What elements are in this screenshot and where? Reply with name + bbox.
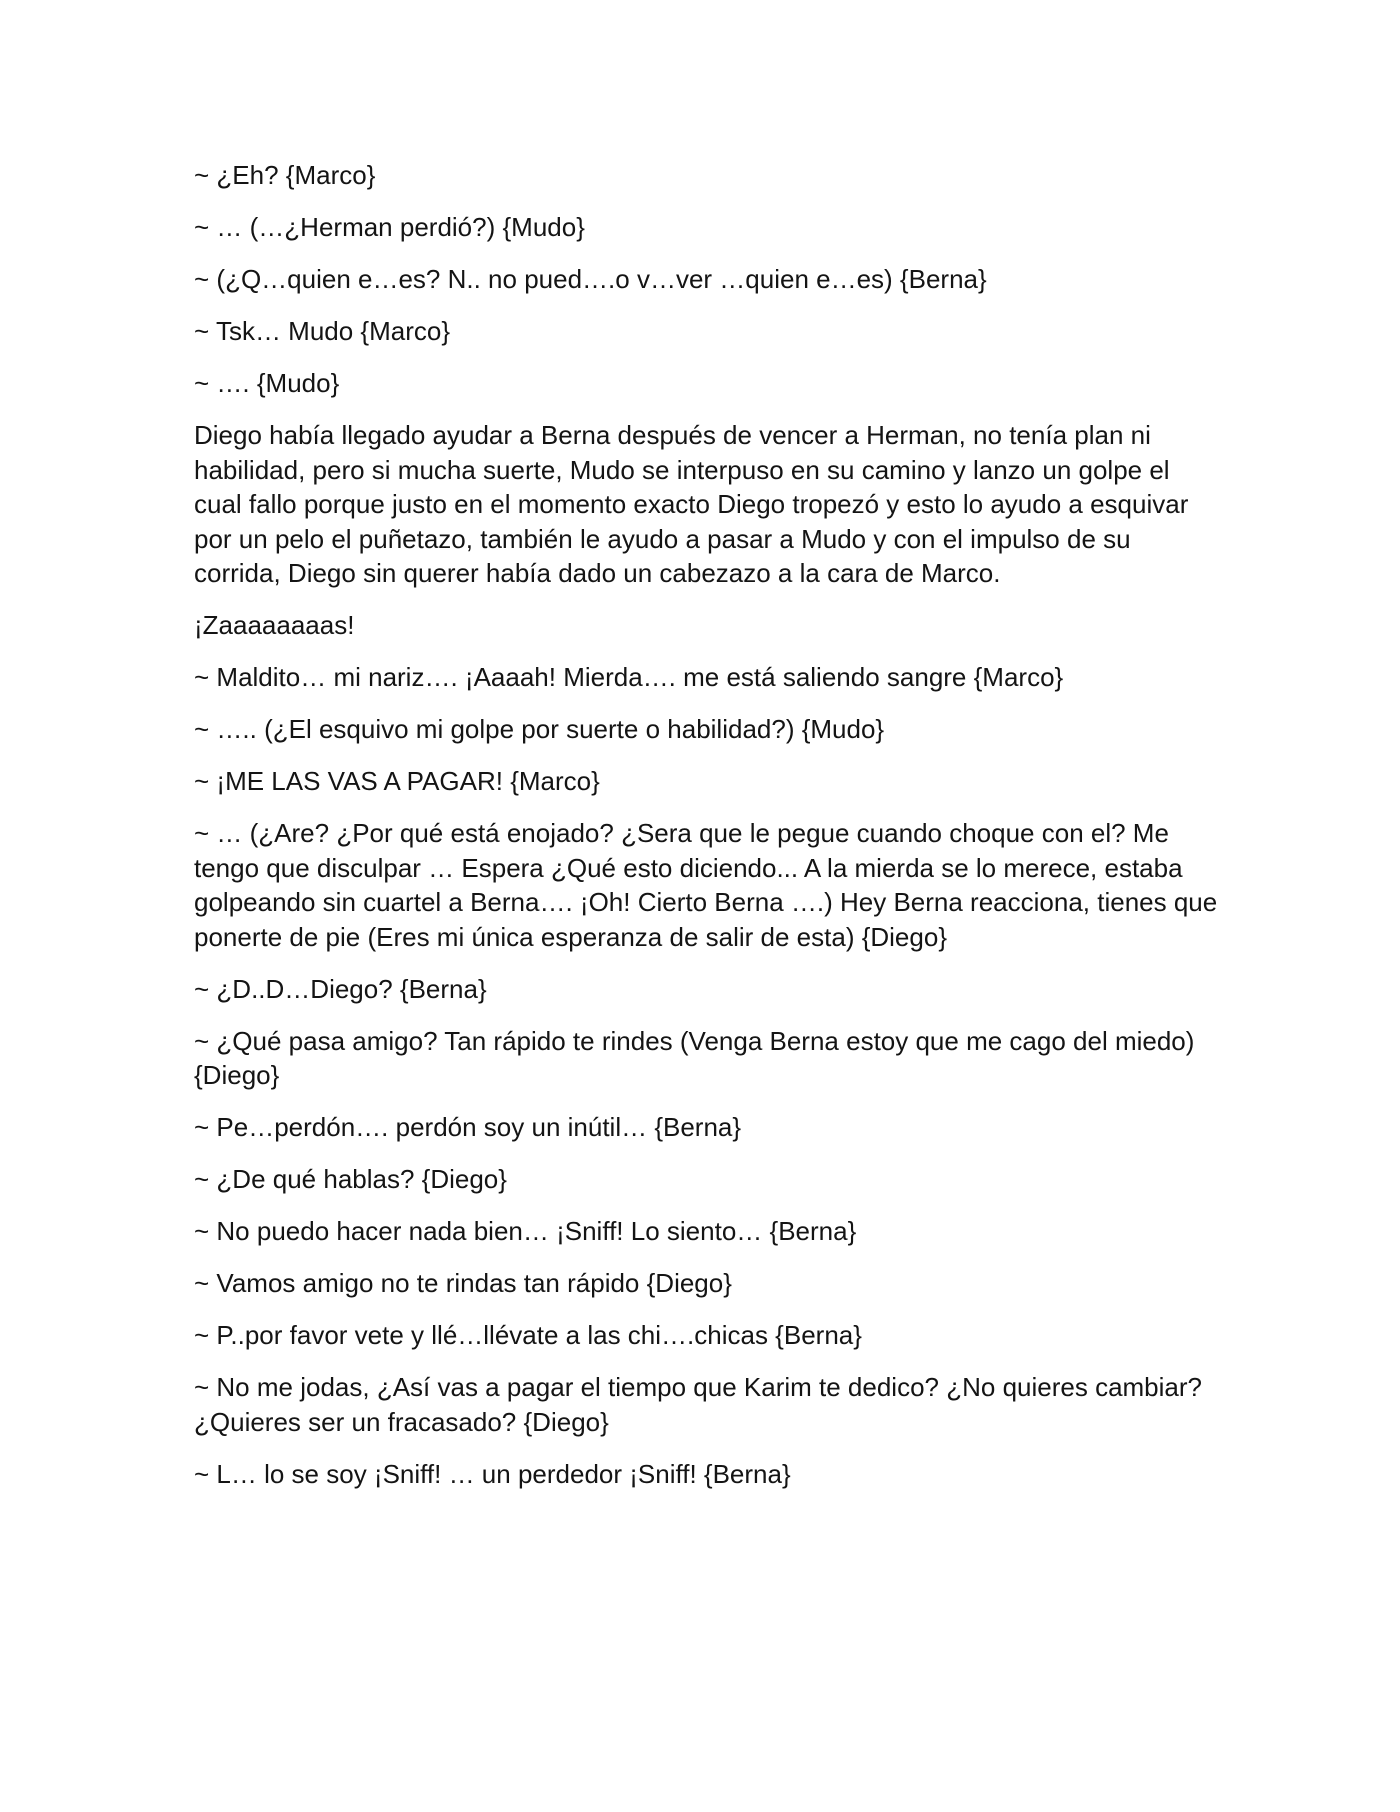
sound-effect-line: ¡Zaaaaaaaas! [194,610,355,640]
dialogue-line: ~ … (…¿Herman perdió?) {Mudo} [194,212,585,242]
dialogue-line: ~ P..por favor vete y llé…llévate a las chi….chicas {Berna} [194,1320,862,1350]
dialogue-line: ~ Tsk… Mudo {Marco} [194,316,451,346]
dialogue-line: ~ No puedo hacer nada bien… ¡Sniff! Lo siento… {Berna} [194,1216,857,1246]
dialogue-line: ~ L… lo se soy ¡Sniff! … un perdedor ¡Sniff! {Berna} [194,1458,791,1489]
dialogue-line: ~ … (¿Are? ¿Por qué está enojado? ¿Sera que le pegue cuando choque con el? Me tengo que disculpar … Espera ¿Qué esto diciendo... A la mierda se lo merece, estaba golpeando sin cuartel a Berna…. ¡Oh! Cierto Berna ….) Hey Berna reacciona, tienes que ponerte de pie (Eres mi única esperanza de salir de esta) {Diego} [194,818,1218,952]
dialogue-line: ~ ¿Eh? {Marco} [194,160,376,190]
dialogue-line: ~ Pe…perdón…. perdón soy un inútil… {Berna} [194,1112,742,1142]
dialogue-line: ~ ¿D..D…Diego? {Berna} [194,973,487,1004]
document-page [194,158,1224,1509]
narration-paragraph: Diego había llegado ayudar a Berna después de vencer a Herman, no tenía plan ni habilidad, pero si mucha suerte, Mudo se interpuso en su camino y lanzo un golpe el cual fallo porque justo en el momento exacto Diego tropezó y esto lo ayudo a esquivar por un pelo el puñetazo, también le ayudo a pasar a Mudo y con el impulso de su corrida, Diego sin querer había dado un cabezazo a la cara de Marco. [194,420,1189,588]
dialogue-line: ~ ….. (¿El esquivo mi golpe por suerte o habilidad?) {Mudo} [194,714,885,744]
dialogue-line: ~ Maldito… mi nariz…. ¡Aaaah! Mierda…. me está saliendo sangre {Marco} [194,662,1064,692]
dialogue-line: ~ (¿Q…quien e…es? N.. no pued….o v…ver …quien e…es) {Berna} [194,264,987,294]
dialogue-line: ~ No me jodas, ¿Así vas a pagar el tiempo que Karim te dedico? ¿No quieres cambiar? ¿Quieres ser un fracasado? {Diego} [194,1372,1202,1437]
dialogue-line: ~ ¿Qué pasa amigo? Tan rápido te rindes (Venga Berna estoy que me cago del miedo) {Diego} [194,1025,1195,1090]
dialogue-line: ~ ¿De qué hablas? {Diego} [194,1164,507,1194]
dialogue-line: ~ ¡ME LAS VAS A PAGAR! {Marco} [194,766,600,796]
dialogue-line: ~ Vamos amigo no te rindas tan rápido {Diego} [194,1268,732,1298]
dialogue-line: ~ …. {Mudo} [194,368,340,398]
